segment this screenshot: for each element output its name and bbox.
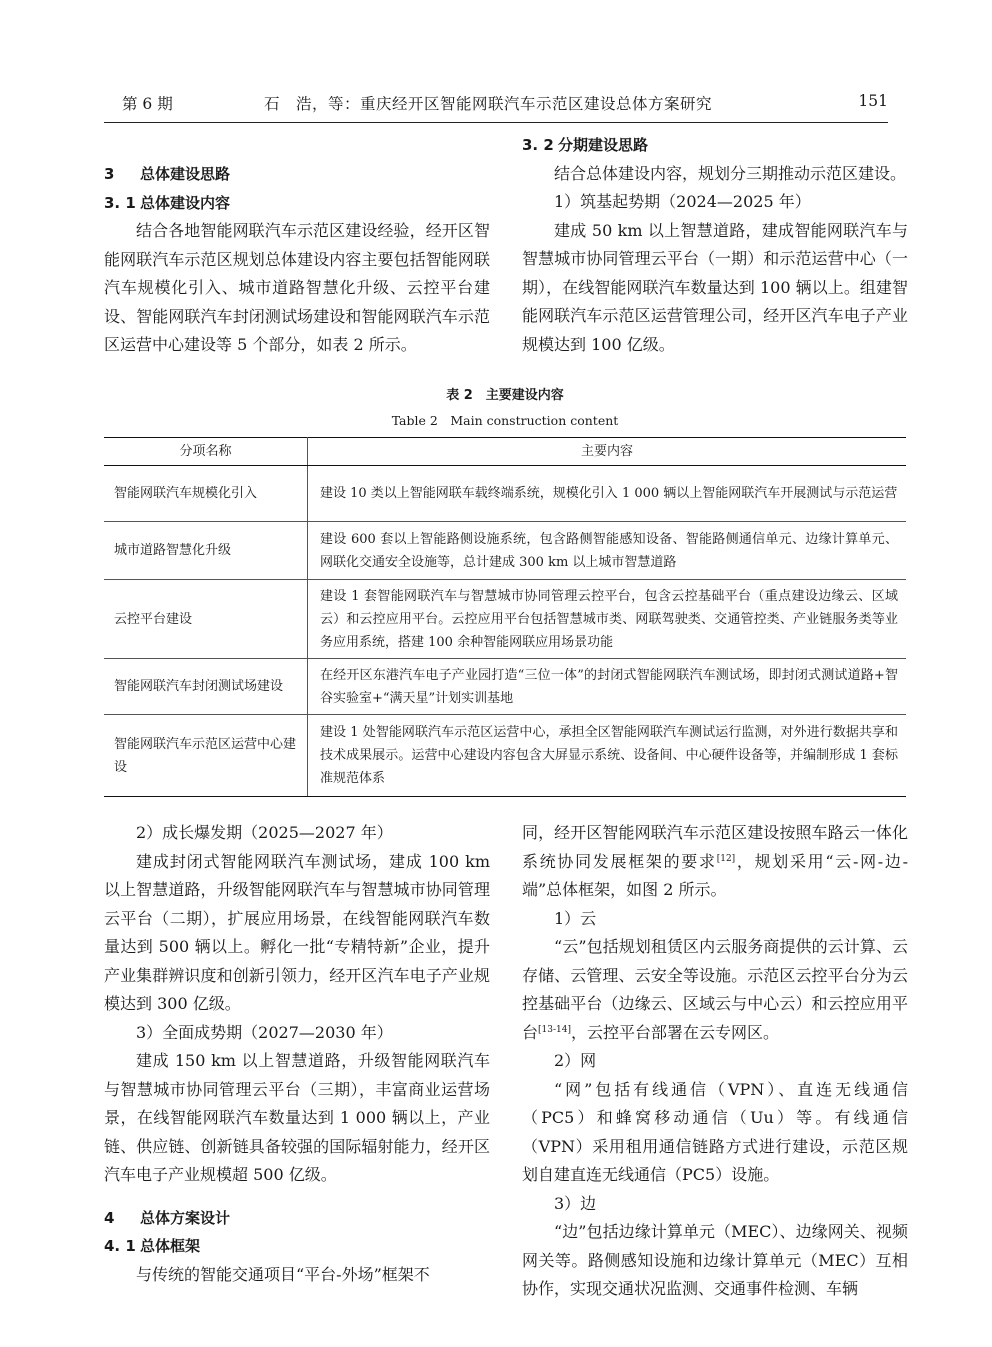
right-column-bottom (522, 819, 908, 1304)
table-caption-en: Table 2 Main construction content (391, 413, 619, 428)
row-name: 智能网联汽车规模化引入 (104, 466, 308, 522)
row-content: 建设 10 类以上智能网联车载终端系统，规模化引入 1 000 辆以上智能网联汽车开展测试与示范运营 (308, 466, 907, 522)
citation-12: [12] (716, 853, 736, 864)
framework-continuation-paragraph: 同，经开区智能网联汽车示范区建设按照车路云一体化系统协同发展框架的要求[12]，规划采用“云-网-边-端”总体框架，如图 2 所示。 (522, 823, 908, 899)
cloud-paragraph: “云”包括规划租赁区内云服务商提供的云计算、云存储、云管理、云安全等设施。示范区云控平台分为云控基础平台（边缘云、区域云与中心云）和云控应用平台[13-14]，云控平台部署在云专网区。 (522, 937, 908, 1042)
phase-1-paragraph: 建成 50 km 以上智慧道路，建成智能网联汽车与智慧城市协同管理云平台（一期）和示范运营中心（一期），在线智能网联汽车数量达到 100 辆以上。组建智能网联汽车示范区运营管理公司，经开区汽车电子产业规模达到 100 亿级。 (522, 220, 908, 354)
section-3-1-heading: 3. 1 总体建设内容 (104, 193, 231, 212)
header-item-name: 分项名称 (104, 438, 308, 466)
header-main-content: 主要内容 (308, 438, 907, 466)
running-title: 石 浩，等：重庆经开区智能网联汽车示范区建设总体方案研究 (264, 95, 713, 113)
edge-paragraph: “边”包括边缘计算单元（MEC）、边缘网关、视频网关等。路侧感知设施和边缘计算单元（MEC）互相协作，实现交通状况监测、交通事件检测、车辆 (522, 1222, 908, 1298)
row-name: 智能网联汽车封闭测试场建设 (104, 659, 308, 715)
phase-3-title: 3）全面成势期（2027—2030 年） (136, 1022, 393, 1042)
right-column-top (522, 131, 908, 359)
network-title: 2）网 (554, 1051, 597, 1070)
table-caption-cn: 表 2 主要建设内容 (446, 388, 564, 403)
network-paragraph: “网”包括有线通信（VPN）、直连无线通信（PC5）和蜂窝移动通信（Uu）等。有线通信（VPN）采用租用通信链路方式进行建设，示范区规划自建直连无线通信（PC5）设施。 (522, 1079, 908, 1184)
construction-content-table (104, 437, 906, 797)
cloud-title: 1）云 (554, 908, 597, 928)
section-3-2-heading: 3. 2 分期建设思路 (522, 136, 649, 154)
edge-title: 3）边 (554, 1193, 597, 1213)
citation-13-14: [13-14] (538, 1024, 571, 1035)
left-column-bottom (104, 819, 490, 1289)
row-content: 建设 1 套智能网联汽车与智慧城市协同管理云控平台，包含云控基础平台（重点建设边缘云、区域云）和云控应用平台。云控应用平台包括智慧城市类、网联驾驶类、交通管控类、产业链服务类等业务应用系统，搭建 100 余种智能网联应用场景功能 (308, 580, 907, 659)
section-4-1-paragraph: 与传统的智能交通项目“平台-外场”框架不 (136, 1264, 430, 1284)
table-row (104, 580, 906, 659)
issue-label: 第 6 期 (122, 95, 173, 113)
row-name: 城市道路智慧化升级 (104, 522, 308, 580)
row-content: 建设 1 处智能网联汽车示范区运营中心，承担全区智能网联汽车测试运行监测，对外进行数据共享和技术成果展示。运营中心建设内容包含大屏显示系统、设备间、中心硬件设备等，并编制形成 1 套标准规范体系 (308, 715, 907, 797)
running-header (104, 88, 888, 123)
row-name: 云控平台建设 (104, 580, 308, 659)
section-3-2-paragraph: 结合总体建设内容，规划分三期推动示范区建设。 (554, 163, 907, 183)
page-number: 151 (858, 92, 888, 110)
row-content: 在经开区东港汽车电子产业园打造“三位一体”的封闭式智能网联汽车测试场，即封闭式测试道路+智谷实验室+“满天星”计划实训基地 (308, 659, 907, 715)
phase-2-paragraph: 建成封闭式智能网联汽车测试场，建成 100 km 以上智慧道路，升级智能网联汽车与智慧城市协同管理云平台（二期），扩展应用场景，在线智能网联汽车数量达到 500 辆以上。孵化一批“专精特新”企业，提升产业集群辨识度和创新引领力，经开区汽车电子产业规模达到 300 亿级。 (104, 851, 490, 1013)
table-row (104, 466, 906, 522)
section-4-heading: 4 总体方案设计 (104, 1208, 231, 1227)
table-row (104, 522, 906, 580)
table-row (104, 715, 906, 797)
row-content: 建设 600 套以上智能路侧设施系统，包含路侧智能感知设备、智能路侧通信单元、边缘计算单元、网联化交通安全设施等，总计建成 300 km 以上城市智慧道路 (308, 522, 907, 580)
table-header-row (104, 438, 906, 466)
left-column-top (104, 160, 490, 360)
section-3-heading: 3 总体建设思路 (104, 165, 231, 183)
row-name: 智能网联汽车示范区运营中心建设 (104, 715, 308, 797)
table-row (104, 659, 906, 715)
phase-3-paragraph: 建成 150 km 以上智慧道路，升级智能网联汽车与智慧城市协同管理云平台（三期），丰富商业运营场景，在线智能网联汽车数量达到 1 000 辆以上，产业链、供应链、创新链具备较强的国际辐射能力，经开区汽车电子产业规模超 500 亿级。 (104, 1051, 490, 1184)
phase-1-title: 1）筑基起势期（2024—2025 年） (554, 192, 811, 211)
section-3-1-paragraph: 结合各地智能网联汽车示范区建设经验，经开区智能网联汽车示范区规划总体建设内容主要包括智能网联汽车规模化引入、城市道路智慧化升级、云控平台建设、智能网联汽车封闭测试场建设和智能网联汽车示范区运营中心建设等 5 个部分，如表 2 所示。 (104, 221, 490, 354)
phase-2-title: 2）成长爆发期（2025—2027 年） (136, 823, 393, 842)
section-4-1-heading: 4. 1 总体框架 (104, 1237, 201, 1255)
